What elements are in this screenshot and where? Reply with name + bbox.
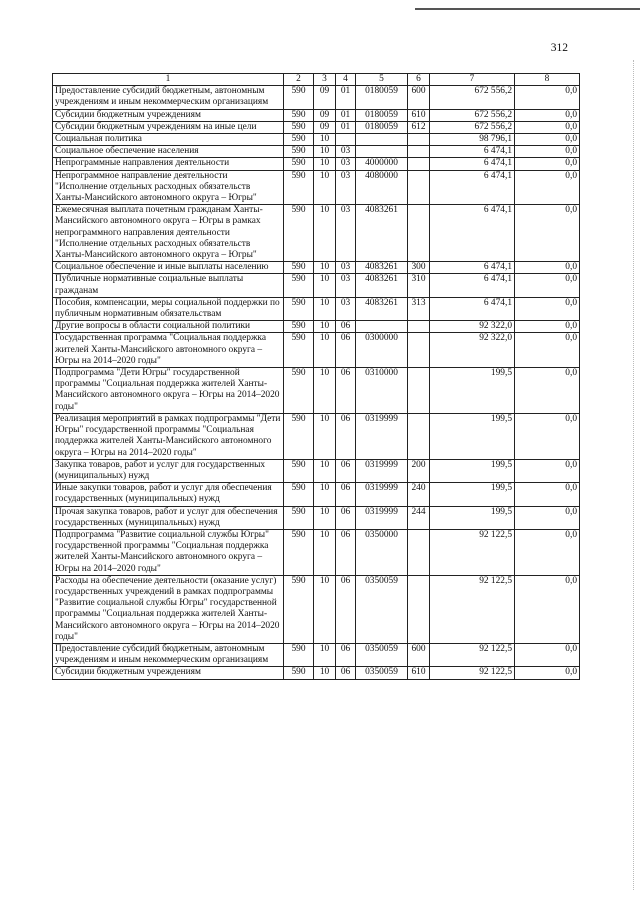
row-ministry-code-cell: 590	[284, 121, 314, 133]
row-amount-extra-cell: 0,0	[515, 575, 580, 643]
row-target-article-cell: 0180059	[356, 109, 408, 121]
row-expense-type-cell	[408, 158, 430, 170]
row-section-cell: 10	[314, 297, 336, 320]
row-ministry-code-cell: 590	[284, 262, 314, 274]
row-ministry-code-cell: 590	[284, 667, 314, 679]
row-amount-cell: 92 322,0	[430, 321, 515, 333]
row-name-cell: Подпрограмма "Развитие социальной службы Югры" государственной программы "Социальная поддержка жителей Ханты-Мансийского автономного округа – Югры на 2014–2020 годы"	[53, 529, 284, 575]
row-name-cell: Предоставление субсидий бюджетным, автономным учреждениям и иным некоммерческим организациям	[53, 86, 284, 109]
row-amount-extra-cell: 0,0	[515, 483, 580, 506]
row-target-article-cell	[356, 321, 408, 333]
row-amount-cell: 199,5	[430, 459, 515, 482]
row-name-cell: Социальное обеспечение и иные выплаты населению	[53, 262, 284, 274]
row-target-article-cell: 0180059	[356, 86, 408, 109]
row-amount-extra-cell: 0,0	[515, 274, 580, 297]
row-expense-type-cell: 612	[408, 121, 430, 133]
row-name-cell: Социальная политика	[53, 134, 284, 146]
row-amount-cell: 199,5	[430, 506, 515, 529]
row-subsection-cell: 06	[336, 368, 356, 414]
row-section-cell: 10	[314, 134, 336, 146]
row-amount-extra-cell: 0,0	[515, 321, 580, 333]
row-expense-type-cell	[408, 575, 430, 643]
row-target-article-cell: 4083261	[356, 274, 408, 297]
row-expense-type-cell	[408, 368, 430, 414]
row-section-cell: 10	[314, 459, 336, 482]
row-section-cell: 10	[314, 146, 336, 158]
row-amount-cell: 92 322,0	[430, 333, 515, 368]
row-expense-type-cell: 310	[408, 274, 430, 297]
row-target-article-cell: 0180059	[356, 121, 408, 133]
row-expense-type-cell: 600	[408, 86, 430, 109]
row-name-cell: Предоставление субсидий бюджетным, автономным учреждениям и иным некоммерческим организациям	[53, 643, 284, 666]
row-amount-extra-cell: 0,0	[515, 368, 580, 414]
column-header: 3	[314, 74, 336, 86]
row-name-cell: Закупка товаров, работ и услуг для государственных (муниципальных) нужд	[53, 459, 284, 482]
table-row	[53, 529, 580, 575]
row-section-cell: 10	[314, 321, 336, 333]
row-name-cell: Ежемесячная выплата почетным гражданам Ханты-Мансийского автономного округа – Югры в рамках непрограммного направления деятельности "Исполнение отдельных расходных обязательств Ханты-Мансийского автономного округа – Югры"	[53, 205, 284, 262]
row-amount-extra-cell: 0,0	[515, 459, 580, 482]
page-number: 312	[550, 42, 568, 54]
row-subsection-cell	[336, 134, 356, 146]
row-amount-cell: 672 556,2	[430, 109, 515, 121]
row-section-cell: 10	[314, 205, 336, 262]
row-ministry-code-cell: 590	[284, 333, 314, 368]
row-amount-cell: 6 474,1	[430, 297, 515, 320]
scan-artifact-line	[415, 8, 640, 10]
row-ministry-code-cell: 590	[284, 459, 314, 482]
row-ministry-code-cell: 590	[284, 321, 314, 333]
row-target-article-cell: 4080000	[356, 170, 408, 205]
row-name-cell: Субсидии бюджетным учреждениям на иные цели	[53, 121, 284, 133]
row-amount-extra-cell: 0,0	[515, 333, 580, 368]
row-subsection-cell: 06	[336, 333, 356, 368]
row-expense-type-cell: 200	[408, 459, 430, 482]
table-row	[53, 368, 580, 414]
table-row	[53, 643, 580, 666]
row-name-cell: Социальное обеспечение населения	[53, 146, 284, 158]
row-expense-type-cell	[408, 413, 430, 459]
table-row	[53, 121, 580, 133]
row-subsection-cell: 06	[336, 413, 356, 459]
row-ministry-code-cell: 590	[284, 134, 314, 146]
row-ministry-code-cell: 590	[284, 506, 314, 529]
table-row	[53, 86, 580, 109]
row-name-cell: Непрограммное направление деятельности "Исполнение отдельных расходных обязательств Ханты-Мансийского автономного округа – Югры"	[53, 170, 284, 205]
table-row	[53, 134, 580, 146]
table-row	[53, 109, 580, 121]
row-expense-type-cell	[408, 529, 430, 575]
row-amount-extra-cell: 0,0	[515, 170, 580, 205]
row-amount-extra-cell: 0,0	[515, 109, 580, 121]
row-ministry-code-cell: 590	[284, 297, 314, 320]
row-subsection-cell: 06	[336, 506, 356, 529]
row-section-cell: 10	[314, 643, 336, 666]
table-row	[53, 321, 580, 333]
row-target-article-cell: 0319999	[356, 413, 408, 459]
row-subsection-cell: 06	[336, 529, 356, 575]
row-target-article-cell: 0310000	[356, 368, 408, 414]
row-amount-extra-cell: 0,0	[515, 643, 580, 666]
table-row	[53, 146, 580, 158]
row-expense-type-cell	[408, 205, 430, 262]
row-subsection-cell: 01	[336, 86, 356, 109]
row-name-cell: Подпрограмма "Дети Югры" государственной программы "Социальная поддержка жителей Ханты-Мансийского автономного округа – Югры на 2014–2020 годы"	[53, 368, 284, 414]
row-section-cell: 09	[314, 109, 336, 121]
column-header: 4	[336, 74, 356, 86]
row-expense-type-cell	[408, 134, 430, 146]
row-ministry-code-cell: 590	[284, 109, 314, 121]
row-subsection-cell: 06	[336, 643, 356, 666]
row-name-cell: Расходы на обеспечение деятельности (оказание услуг) государственных учреждений в рамках подпрограммы "Развитие социальной службы Югры" государственной программы "Социальная поддержка жителей Ханты-Мансийского автономного округа – Югры на 2014–2020 годы"	[53, 575, 284, 643]
row-name-cell: Реализация мероприятий в рамках подпрограммы "Дети Югры" государственной программы "Социальная поддержка жителей Ханты-Мансийского автономного округа – Югры на 2014–2020 годы"	[53, 413, 284, 459]
row-name-cell: Пособия, компенсации, меры социальной поддержки по публичным нормативным обязательствам	[53, 297, 284, 320]
column-header: 8	[515, 74, 580, 86]
row-target-article-cell: 0350000	[356, 529, 408, 575]
row-amount-extra-cell: 0,0	[515, 121, 580, 133]
table-row	[53, 158, 580, 170]
row-subsection-cell: 01	[336, 109, 356, 121]
column-header: 7	[430, 74, 515, 86]
row-expense-type-cell: 244	[408, 506, 430, 529]
row-expense-type-cell: 610	[408, 109, 430, 121]
table-row	[53, 333, 580, 368]
row-amount-cell: 92 122,5	[430, 529, 515, 575]
row-amount-cell: 199,5	[430, 368, 515, 414]
row-section-cell: 10	[314, 483, 336, 506]
table-row	[53, 205, 580, 262]
table-row	[53, 459, 580, 482]
table-row	[53, 413, 580, 459]
row-target-article-cell: 4083261	[356, 297, 408, 320]
row-target-article-cell: 4000000	[356, 158, 408, 170]
row-section-cell: 10	[314, 413, 336, 459]
row-name-cell: Субсидии бюджетным учреждениям	[53, 109, 284, 121]
row-amount-cell: 92 122,5	[430, 667, 515, 679]
column-header: 1	[53, 74, 284, 86]
row-ministry-code-cell: 590	[284, 158, 314, 170]
row-amount-cell: 6 474,1	[430, 146, 515, 158]
row-name-cell: Прочая закупка товаров, работ и услуг для обеспечения государственных (муниципальных) нужд	[53, 506, 284, 529]
row-section-cell: 10	[314, 158, 336, 170]
row-name-cell: Другие вопросы в области социальной политики	[53, 321, 284, 333]
row-subsection-cell: 06	[336, 459, 356, 482]
row-amount-extra-cell: 0,0	[515, 506, 580, 529]
row-subsection-cell: 03	[336, 262, 356, 274]
row-amount-extra-cell: 0,0	[515, 262, 580, 274]
row-expense-type-cell: 610	[408, 667, 430, 679]
row-amount-cell: 199,5	[430, 483, 515, 506]
row-amount-cell: 92 122,5	[430, 575, 515, 643]
row-expense-type-cell: 600	[408, 643, 430, 666]
scan-artifact-edge	[632, 60, 634, 890]
row-subsection-cell: 03	[336, 158, 356, 170]
table-row	[53, 575, 580, 643]
row-section-cell: 10	[314, 529, 336, 575]
row-section-cell: 10	[314, 506, 336, 529]
row-target-article-cell: 0319999	[356, 459, 408, 482]
row-name-cell: Публичные нормативные социальные выплаты гражданам	[53, 274, 284, 297]
row-ministry-code-cell: 590	[284, 170, 314, 205]
row-section-cell: 09	[314, 121, 336, 133]
row-amount-extra-cell: 0,0	[515, 413, 580, 459]
row-target-article-cell: 4083261	[356, 262, 408, 274]
row-target-article-cell	[356, 146, 408, 158]
table-row	[53, 506, 580, 529]
row-subsection-cell: 01	[336, 121, 356, 133]
row-expense-type-cell	[408, 333, 430, 368]
row-ministry-code-cell: 590	[284, 368, 314, 414]
row-amount-extra-cell: 0,0	[515, 134, 580, 146]
row-amount-extra-cell: 0,0	[515, 205, 580, 262]
row-expense-type-cell: 313	[408, 297, 430, 320]
row-target-article-cell: 0350059	[356, 667, 408, 679]
row-amount-cell: 92 122,5	[430, 643, 515, 666]
row-amount-cell: 6 474,1	[430, 205, 515, 262]
row-section-cell: 10	[314, 368, 336, 414]
row-amount-extra-cell: 0,0	[515, 667, 580, 679]
row-ministry-code-cell: 590	[284, 529, 314, 575]
table-row	[53, 483, 580, 506]
row-section-cell: 10	[314, 575, 336, 643]
row-subsection-cell: 06	[336, 667, 356, 679]
row-target-article-cell: 0350059	[356, 643, 408, 666]
row-amount-extra-cell: 0,0	[515, 529, 580, 575]
row-amount-cell: 6 474,1	[430, 158, 515, 170]
row-target-article-cell: 0350059	[356, 575, 408, 643]
row-expense-type-cell: 300	[408, 262, 430, 274]
row-section-cell: 10	[314, 262, 336, 274]
row-subsection-cell: 03	[336, 170, 356, 205]
row-amount-extra-cell: 0,0	[515, 158, 580, 170]
row-subsection-cell: 03	[336, 274, 356, 297]
column-header: 2	[284, 74, 314, 86]
row-name-cell: Непрограммные направления деятельности	[53, 158, 284, 170]
row-name-cell: Иные закупки товаров, работ и услуг для обеспечения государственных (муниципальных) нужд	[53, 483, 284, 506]
row-name-cell: Субсидии бюджетным учреждениям	[53, 667, 284, 679]
row-expense-type-cell	[408, 146, 430, 158]
budget-table	[52, 73, 580, 680]
row-name-cell: Государственная программа "Социальная поддержка жителей Ханты-Мансийского автономного округа – Югры на 2014–2020 годы"	[53, 333, 284, 368]
row-target-article-cell: 4083261	[356, 205, 408, 262]
table-row	[53, 297, 580, 320]
row-ministry-code-cell: 590	[284, 483, 314, 506]
row-ministry-code-cell: 590	[284, 575, 314, 643]
row-ministry-code-cell: 590	[284, 86, 314, 109]
row-subsection-cell: 03	[336, 146, 356, 158]
row-target-article-cell	[356, 134, 408, 146]
row-target-article-cell: 0300000	[356, 333, 408, 368]
row-amount-extra-cell: 0,0	[515, 297, 580, 320]
row-target-article-cell: 0319999	[356, 506, 408, 529]
row-subsection-cell: 03	[336, 297, 356, 320]
row-subsection-cell: 06	[336, 483, 356, 506]
row-ministry-code-cell: 590	[284, 643, 314, 666]
row-expense-type-cell	[408, 170, 430, 205]
table-row	[53, 274, 580, 297]
row-section-cell: 10	[314, 170, 336, 205]
table-row	[53, 667, 580, 679]
row-expense-type-cell	[408, 321, 430, 333]
row-amount-extra-cell: 0,0	[515, 146, 580, 158]
row-amount-cell: 98 796,1	[430, 134, 515, 146]
row-expense-type-cell: 240	[408, 483, 430, 506]
row-amount-cell: 6 474,1	[430, 262, 515, 274]
row-amount-cell: 672 556,2	[430, 121, 515, 133]
column-header: 6	[408, 74, 430, 86]
row-amount-cell: 199,5	[430, 413, 515, 459]
column-header: 5	[356, 74, 408, 86]
column-number-row	[53, 74, 580, 86]
table-row	[53, 170, 580, 205]
row-section-cell: 10	[314, 667, 336, 679]
row-ministry-code-cell: 590	[284, 413, 314, 459]
row-ministry-code-cell: 590	[284, 146, 314, 158]
row-ministry-code-cell: 590	[284, 205, 314, 262]
row-subsection-cell: 06	[336, 575, 356, 643]
row-subsection-cell: 03	[336, 205, 356, 262]
table-row	[53, 262, 580, 274]
row-ministry-code-cell: 590	[284, 274, 314, 297]
row-subsection-cell: 06	[336, 321, 356, 333]
row-amount-cell: 672 556,2	[430, 86, 515, 109]
row-target-article-cell: 0319999	[356, 483, 408, 506]
table-header	[53, 74, 580, 86]
row-amount-cell: 6 474,1	[430, 170, 515, 205]
table-body	[53, 86, 580, 679]
row-section-cell: 10	[314, 333, 336, 368]
row-amount-cell: 6 474,1	[430, 274, 515, 297]
row-section-cell: 09	[314, 86, 336, 109]
row-amount-extra-cell: 0,0	[515, 86, 580, 109]
row-section-cell: 10	[314, 274, 336, 297]
